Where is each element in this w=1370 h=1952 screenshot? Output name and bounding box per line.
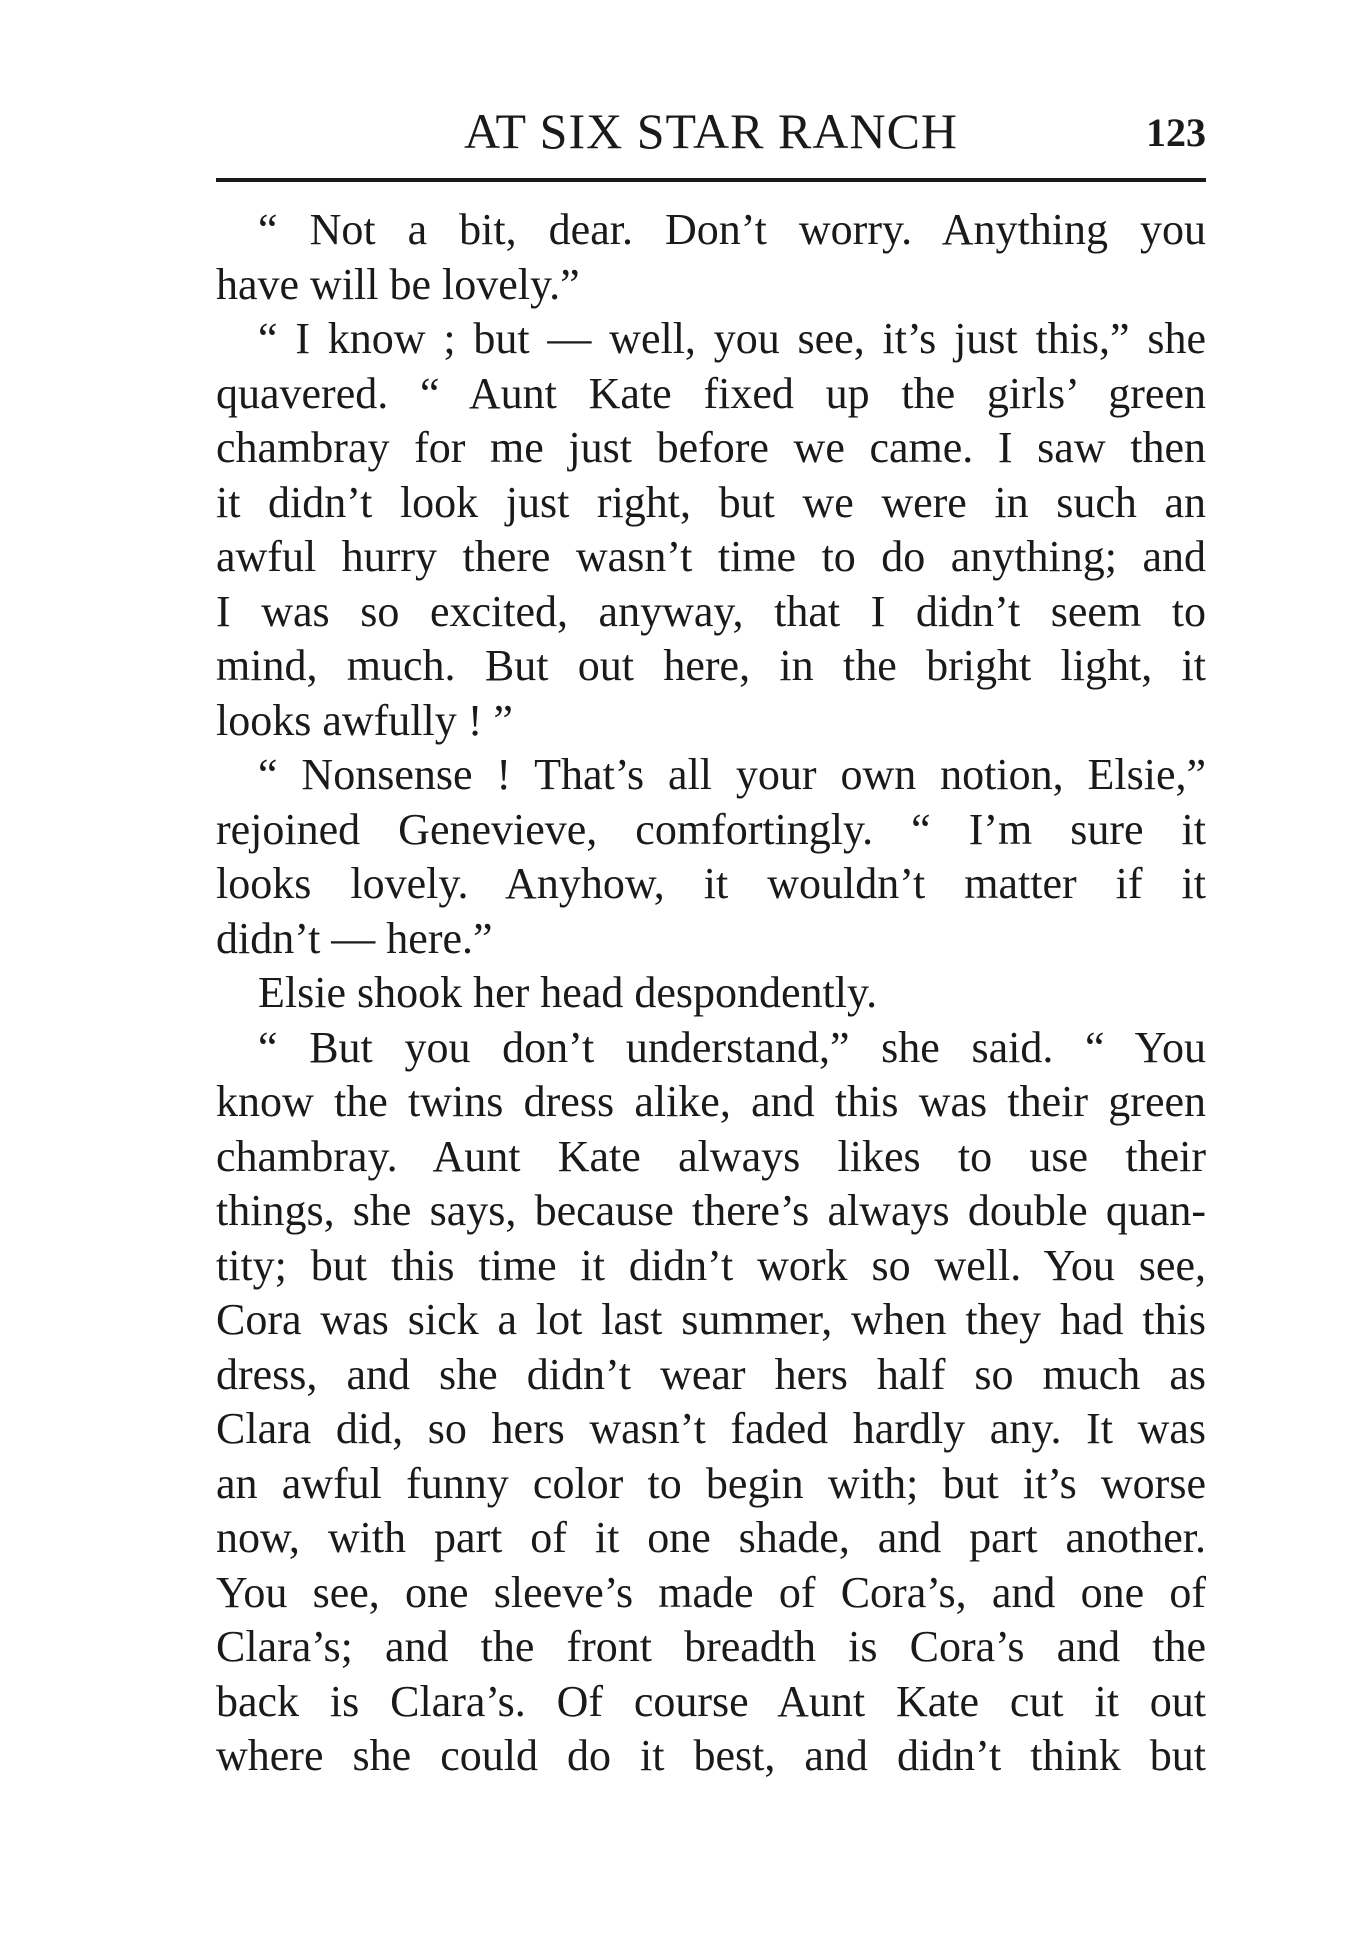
page-number: 123 <box>1146 110 1206 155</box>
text-line: dress, and she didn’t wear hers half so much as <box>216 1349 1206 1399</box>
text-line: Elsie shook her head despondently. <box>258 968 878 1017</box>
running-title: AT SIX STAR RANCH <box>463 103 959 159</box>
text-line: things, she says, because there’s always double quan- <box>216 1186 1206 1235</box>
text-line: it didn’t look just right, but we were in such an <box>216 477 1206 527</box>
text-line: know the twins dress alike, and this was their green <box>216 1077 1206 1126</box>
text-line: I was so excited, anyway, that I didn’t seem to <box>216 586 1206 636</box>
text-line: chambray for me just before we came. I saw then <box>216 423 1206 472</box>
header-rule <box>216 178 1206 182</box>
text-line: Clara did, so hers wasn’t faded hardly any. It was <box>216 1404 1206 1453</box>
text-line: mind, much. But out here, in the bright light, it <box>216 641 1206 690</box>
text-line: didn’t — here.” <box>216 913 493 963</box>
text-line: back is Clara’s. Of course Aunt Kate cut it out <box>216 1676 1206 1726</box>
text-line: looks lovely. Anyhow, it wouldn’t matter if it <box>216 859 1206 908</box>
text-line: now, with part of it one shade, and part another. <box>216 1513 1206 1562</box>
text-line: quavered. “ Aunt Kate fixed up the girls’ green <box>216 368 1206 418</box>
body-text <box>216 203 1206 1784</box>
text-line: have will be lovely.” <box>216 259 580 309</box>
text-line: “ Nonsense ! That’s all your own notion, Elsie,” <box>258 750 1206 799</box>
text-line: looks awfully ! ” <box>216 695 513 745</box>
page-header <box>216 96 1206 166</box>
text-line: “ But you don’t understand,” she said. “ You <box>258 1022 1206 1072</box>
text-line: awful hurry there wasn’t time to do anything; and <box>216 532 1206 581</box>
text-line: where she could do it best, and didn’t think but <box>216 1731 1206 1780</box>
text-line: Clara’s; and the front breadth is Cora’s and the <box>216 1622 1206 1671</box>
text-line: chambray. Aunt Kate always likes to use their <box>216 1131 1206 1181</box>
text-line: an awful funny color to begin with; but it’s worse <box>216 1458 1206 1508</box>
text-line: You see, one sleeve’s made of Cora’s, and one of <box>216 1567 1206 1617</box>
text-line: “ I know ; but — well, you see, it’s just this,” she <box>258 314 1206 363</box>
text-line: Cora was sick a lot last summer, when they had this <box>216 1295 1206 1344</box>
text-line: “ Not a bit, dear. Don’t worry. Anything you <box>258 205 1206 254</box>
text-line: tity; but this time it didn’t work so well. You see, <box>216 1240 1206 1290</box>
text-line: rejoined Genevieve, comfortingly. “ I’m sure it <box>216 804 1206 854</box>
